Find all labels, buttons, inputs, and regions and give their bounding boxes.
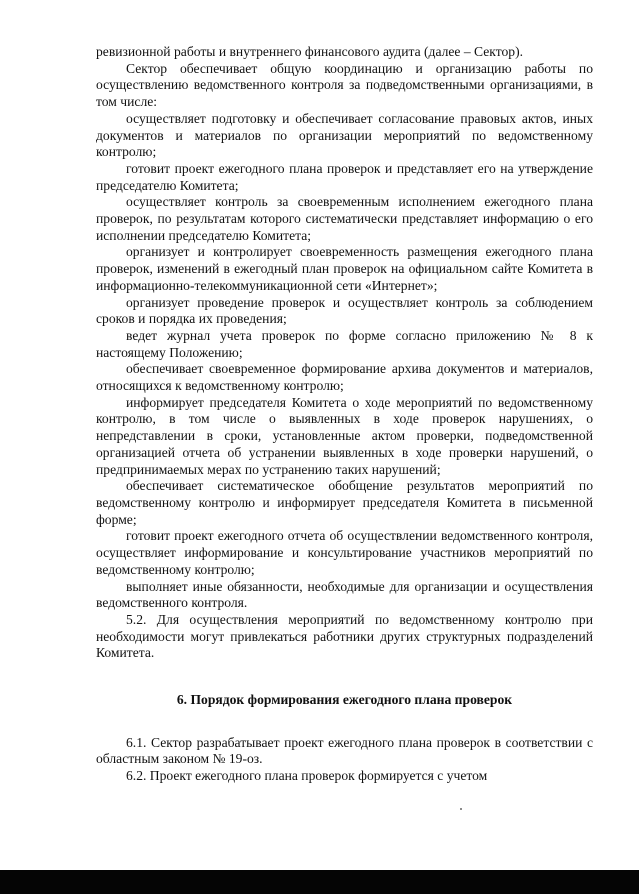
scan-bottom-edge [0, 870, 639, 894]
paragraph: обеспечивает систематическое обобщение результатов мероприятий по ведомственному контролю и информирует председателя Комитета в письменной форме; [96, 478, 593, 527]
paragraph: 6.1. Сектор разрабатывает проект ежегодного плана проверок в соответствии с областным законом № 19-оз. [96, 734, 593, 767]
document-body [96, 44, 593, 785]
paragraph: готовит проект ежегодного отчета об осуществлении ведомственного контроля, осуществляет информирование и консультирование участников мероприятий по ведомственному контролю; [96, 528, 593, 577]
paragraph: обеспечивает своевременное формирование архива документов и материалов, относящихся к ведомственному контролю; [96, 361, 593, 394]
paragraph: информирует председателя Комитета о ходе мероприятий по ведомственному контролю, в том числе о выявленных в ходе проверок нарушениях, о непредставлении в сроки, установленные актом проверки, подведомственной организацией отчета об устранении выявленных в ходе проверки нарушений, о предпринимаемых мерах по устранению таких нарушений; [96, 394, 593, 477]
section-heading: 6. Порядок формирования ежегодного плана проверок [176, 692, 513, 708]
paragraph: организует проведение проверок и осуществляет контроль за соблюдением сроков и порядка их проведения; [96, 294, 593, 327]
paragraph: осуществляет контроль за своевременным исполнением ежегодного плана проверок, по результатам которого систематически представляет информацию о его исполнении председателю Комитета; [96, 194, 593, 243]
paragraph: организует и контролирует своевременность размещения ежегодного плана проверок, изменений в ежегодный план проверок на официальном сайте Комитета в информационно-телекоммуникационной сети «Интернет»; [96, 244, 593, 293]
paragraph: 6.2. Проект ежегодного плана проверок формируется с учетом [126, 768, 488, 784]
paragraph: ревизионной работы и внутреннего финансового аудита (далее – Сектор). [96, 44, 524, 59]
paragraph: Сектор обеспечивает общую координацию и организацию работы по осуществлению ведомственного контроля за подведомственными организациями, в том числе: [96, 60, 593, 110]
paragraph: выполняет иные обязанности, необходимые для организации и осуществления ведомственного контроля. [96, 578, 593, 611]
scan-speck [460, 808, 462, 810]
paragraph: готовит проект ежегодного плана проверок и представляет его на утверждение председателю Комитета; [96, 160, 593, 193]
paragraph: ведет журнал учета проверок по форме согласно приложению № 8 к настоящему Положению; [96, 327, 593, 360]
paragraph: осуществляет подготовку и обеспечивает согласование правовых актов, иных документов и материалов по организации мероприятий по ведомственному контролю; [96, 110, 593, 160]
paragraph: 5.2. Для осуществления мероприятий по ведомственному контролю при необходимости могут привлекаться работники других структурных подразделений Комитета. [96, 611, 593, 661]
